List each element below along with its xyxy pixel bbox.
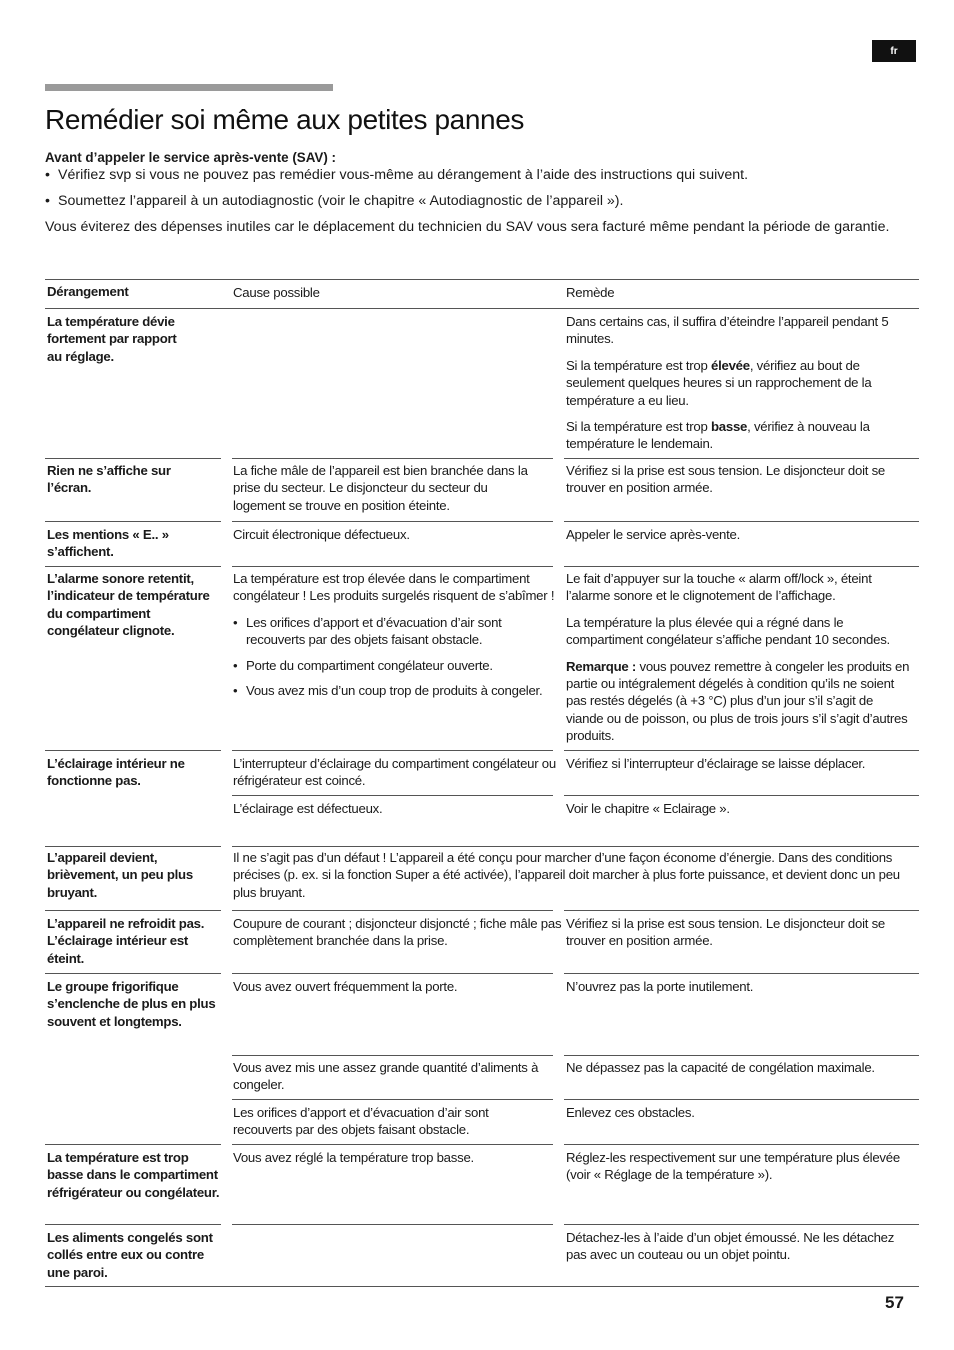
row-divider	[45, 566, 221, 567]
remedy-text: Remarque : vous pouvez remettre à congeler les produits en partie ou intégralement dégelés à condition qu’ils ne soient pas restés dégelés (à +3 °C) plus d’un jour s’il s’agit de viande ou de poisson, ou plus de trois jours s’il s’agit d’autres produits.	[566, 658, 910, 744]
intro-paragraph: Vous éviterez des dépenses inutiles car le déplacement du technicien du SAV vous sera facturé même pendant la période de garantie.	[45, 219, 890, 235]
row-divider	[564, 795, 919, 796]
cause-cell: Vous avez ouvert fréquemment la porte.	[233, 979, 458, 994]
row-divider	[564, 973, 919, 974]
cause-cell: L’interrupteur d’éclairage du compartiment congélateur ou réfrigérateur est coincé.	[233, 756, 556, 789]
intro-heading: Avant d’appeler le service après-vente (SAV) :	[45, 150, 336, 165]
remedy-cell: Détachez-les à l’aide d’un objet émoussé. Ne les détachez pas avec un couteau ou un objet pointu.	[566, 1230, 895, 1263]
row-divider	[232, 750, 553, 751]
row-divider	[232, 458, 553, 459]
cause-cell: La fiche mâle de l’appareil est bien branchée dans la prise du secteur. Le disjoncteur du secteur du logement se trouve en position éteinte.	[233, 463, 528, 513]
fault-cell: Les mentions « E.. » s’affichent.	[47, 527, 169, 560]
row-divider	[232, 566, 553, 567]
row-divider	[232, 795, 553, 796]
row-divider	[564, 1144, 919, 1145]
row-divider	[232, 973, 553, 974]
fault-cell: L’appareil devient, brièvement, un peu plus bruyant.	[47, 850, 193, 900]
remedy-cell: N’ouvrez pas la porte inutilement.	[566, 979, 754, 994]
table-top-rule	[45, 279, 919, 280]
fault-cell: L’alarme sonore retentit, l’indicateur de température du compartiment congélateur clignote.	[47, 571, 210, 639]
cause-cell: Les orifices d’apport et d’évacuation d’air sont recouverts par des objets faisant obstacle.	[233, 1105, 489, 1138]
row-divider	[45, 750, 221, 751]
list-item: • Les orifices d’apport et d’évacuation d’air sont recouverts par des objets faisant obstacle.	[233, 614, 502, 648]
remedy-text: Le fait d’appuyer sur la touche « alarm off/lock », éteint l’alarme sonore et le clignotement de l’affichage.	[566, 571, 872, 604]
row-divider	[45, 973, 221, 974]
row-divider	[232, 1055, 553, 1056]
row-divider	[564, 1055, 919, 1056]
row-divider	[564, 1224, 919, 1225]
section-bar	[45, 84, 333, 91]
row-divider	[564, 910, 919, 911]
remedy-cell: Vérifiez si la prise est sous tension. Le disjoncteur doit se trouver en position armée.	[566, 916, 886, 949]
header-rule	[45, 308, 919, 309]
list-item: • Vous avez mis d’un coup trop de produits à congeler.	[233, 683, 543, 699]
page-title: Remédier soi même aux petites pannes	[45, 104, 524, 135]
cause-cell	[233, 570, 563, 699]
row-divider	[45, 1144, 221, 1145]
row-divider	[45, 521, 221, 522]
cause-cell: Circuit électronique défectueux.	[233, 527, 410, 542]
intro-bullet	[45, 167, 915, 184]
fault-cell: Les aliments congelés sont collés entre eux ou contre une paroi.	[47, 1230, 213, 1280]
remedy-cell: Voir le chapitre « Eclairage ».	[566, 801, 730, 816]
header-remedy: Remède	[566, 285, 615, 300]
table-bottom-rule	[45, 1286, 919, 1287]
cause-list	[233, 614, 563, 700]
row-divider	[45, 910, 221, 911]
row-divider	[564, 521, 919, 522]
row-divider	[232, 910, 553, 911]
remedy-cell	[566, 570, 911, 745]
intro-bullet	[45, 193, 915, 210]
remedy-cell: Appeler le service après-vente.	[566, 527, 741, 542]
bullet-icon: •	[45, 167, 50, 183]
header-fault: Dérangement	[47, 284, 129, 299]
language-badge: fr	[872, 40, 916, 62]
row-divider	[564, 566, 919, 567]
row-divider	[45, 458, 221, 459]
row-divider	[232, 846, 919, 847]
list-item: • Porte du compartiment congélateur ouverte.	[233, 657, 493, 673]
remedy-cell: Vérifiez si la prise est sous tension. Le disjoncteur doit se trouver en position armée.	[566, 463, 886, 496]
intro-bullet-text: Soumettez l’appareil à un autodiagnostic (voir le chapitre « Autodiagnostic de l’appareil »).	[58, 193, 624, 209]
fault-cell: L’éclairage intérieur ne fonctionne pas.	[47, 756, 185, 789]
cause-cell: L’éclairage est défectueux.	[233, 801, 383, 816]
fault-cell: Le groupe frigorifique s’enclenche de plus en plus souvent et longtemps.	[47, 979, 216, 1029]
row-divider	[232, 1099, 553, 1100]
bullet-icon: •	[233, 657, 238, 673]
row-divider	[564, 458, 919, 459]
row-divider	[232, 1144, 553, 1145]
intro-section	[45, 149, 915, 236]
remedy-cell	[566, 313, 911, 453]
row-divider	[232, 1224, 553, 1225]
fault-cell: Rien ne s’affiche sur l’écran.	[47, 463, 171, 496]
header-cause: Cause possible	[233, 285, 320, 300]
remedy-text: Dans certains cas, il suffira d’éteindre l’appareil pendant 5 minutes.	[566, 314, 889, 347]
remedy-cell: Ne dépassez pas la capacité de congélation maximale.	[566, 1060, 875, 1075]
fault-cell: La température est trop basse dans le compartiment réfrigérateur ou congélateur.	[47, 1150, 220, 1200]
bullet-icon: •	[233, 683, 238, 699]
row-divider	[232, 521, 553, 522]
remedy-cell: Vérifiez si l’interrupteur d’éclairage se laisse déplacer.	[566, 756, 866, 771]
fault-cell: La température dévie fortement par rapport au réglage.	[47, 314, 177, 364]
bullet-icon: •	[45, 193, 50, 209]
cause-cell: Vous avez réglé la température trop basse.	[233, 1150, 474, 1165]
remedy-text: Si la température est trop élevée, vérifiez au bout de seulement quelques heures si un rapprochement de la température a eu lieu.	[566, 357, 872, 408]
cause-cell: Coupure de courant ; disjoncteur disjoncté ; fiche mâle pas complètement branchée dans la prise.	[233, 916, 562, 949]
fault-cell: L’appareil ne refroidit pas. L’éclairage intérieur est éteint.	[47, 916, 205, 966]
cause-cell: Vous avez mis une assez grande quantité d’aliments à congeler.	[233, 1060, 539, 1093]
info-cell: Il ne s’agit pas d’un défaut ! L’appareil a été conçu pour marcher d’une façon économe d’énergie. Dans des conditions précises (p. ex. si la fonction Super a été activée), l’appareil doit marcher à plus forte puissance, et devient donc un peu plus bruyant.	[233, 850, 900, 900]
row-divider	[564, 1099, 919, 1100]
page-number: 57	[885, 1293, 904, 1312]
remedy-text: Si la température est trop basse, vérifiez à nouveau la température le lendemain.	[566, 419, 870, 452]
remedy-cell: Réglez-les respectivement sur une température plus élevée (voir « Réglage de la température »).	[566, 1150, 900, 1183]
row-divider	[564, 750, 919, 751]
row-divider	[45, 1224, 221, 1225]
remedy-text: La température la plus élevée qui a régné dans le compartiment congélateur s’affiche pendant 10 secondes.	[566, 614, 890, 648]
cause-text: La température est trop élevée dans le compartiment congélateur ! Les produits surgelés risquent de s’abîmer !	[233, 571, 555, 604]
intro-bullet-text: Vérifiez svp si vous ne pouvez pas remédier vous-même au dérangement à l’aide des instructions qui suivent.	[58, 167, 749, 183]
row-divider	[45, 846, 221, 847]
bullet-icon: •	[233, 614, 238, 630]
remedy-cell: Enlevez ces obstacles.	[566, 1105, 695, 1120]
